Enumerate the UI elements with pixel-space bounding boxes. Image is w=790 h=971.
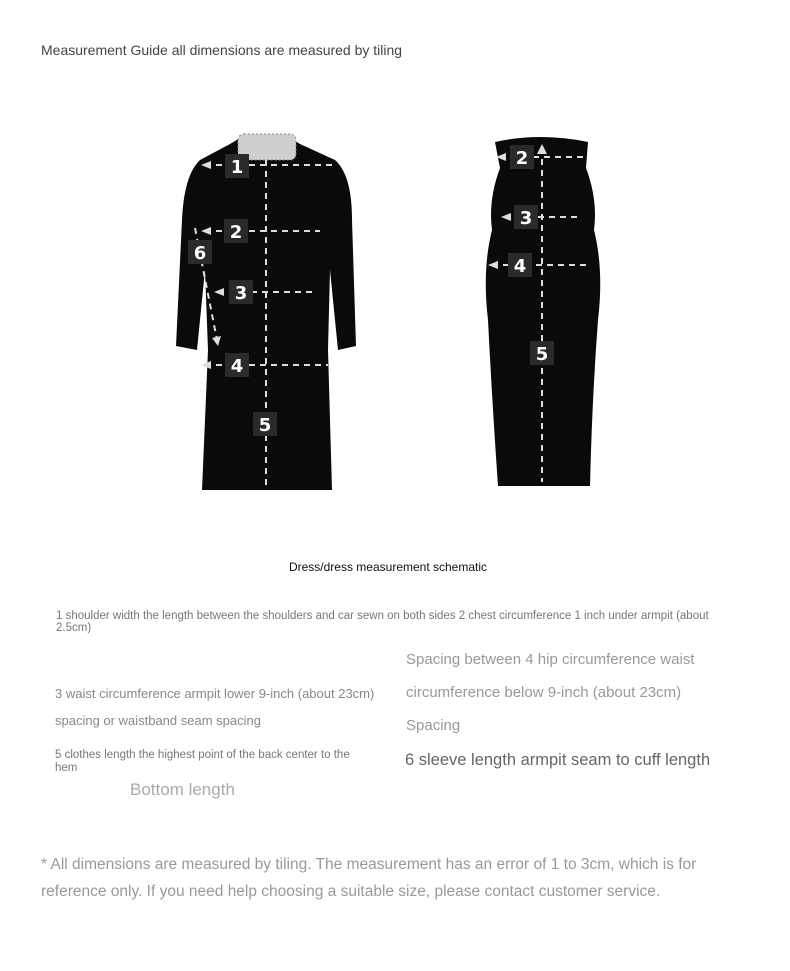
svg-text:3: 3 bbox=[234, 283, 248, 304]
disclaimer-footer: * All dimensions are measured by tiling. The measurement has an error of 1 to 3cm, which is for reference only. If you need help choosing a suitable size, please contact customer service. bbox=[41, 856, 697, 900]
badge-6 bbox=[188, 240, 212, 264]
dress-2-body bbox=[486, 137, 601, 486]
badge-1 bbox=[225, 154, 249, 178]
svg-text:6: 6 bbox=[193, 243, 207, 264]
badge-3 bbox=[229, 280, 253, 304]
badge-4b bbox=[508, 253, 532, 277]
note-shoulder-chest: 1 shoulder width the length between the shoulders and car sewn on both sides 2 chest circumference 1 inch under armpit (about 2.5cm) bbox=[56, 610, 709, 634]
badge-5b bbox=[530, 341, 554, 365]
note-bottom-length: Bottom length bbox=[130, 780, 235, 799]
badge-5 bbox=[253, 412, 277, 436]
svg-text:2: 2 bbox=[515, 148, 529, 169]
badge-2b bbox=[510, 145, 534, 169]
note-sleeve-length: 6 sleeve length armpit seam to cuff length bbox=[405, 751, 711, 769]
svg-text:1: 1 bbox=[230, 157, 244, 178]
badge-2 bbox=[224, 219, 248, 243]
svg-text:5: 5 bbox=[258, 415, 272, 436]
figure-caption: Dress/dress measurement schematic bbox=[288, 560, 488, 574]
dress-2-illustration bbox=[486, 137, 601, 486]
note-waist: 3 waist circumference armpit lower 9-inch (about 23cm) spacing or waistband seam spacing bbox=[55, 686, 375, 728]
badge-3b bbox=[514, 205, 538, 229]
svg-text:5: 5 bbox=[535, 344, 549, 365]
svg-text:4: 4 bbox=[513, 256, 527, 277]
dress-1-illustration bbox=[176, 134, 356, 490]
page-title: Measurement Guide all dimensions are measured by tiling bbox=[41, 42, 403, 58]
badge-4 bbox=[225, 353, 249, 377]
note-clothes-length: 5 clothes length the highest point of the back center to the hem bbox=[55, 749, 350, 774]
note-hip: Spacing between 4 hip circumference waist circumference below 9-inch (about 23cm) Spacing bbox=[406, 651, 695, 734]
measurement-schematic bbox=[0, 120, 790, 510]
svg-text:4: 4 bbox=[230, 356, 244, 377]
svg-text:2: 2 bbox=[229, 222, 243, 243]
svg-text:3: 3 bbox=[519, 208, 533, 229]
